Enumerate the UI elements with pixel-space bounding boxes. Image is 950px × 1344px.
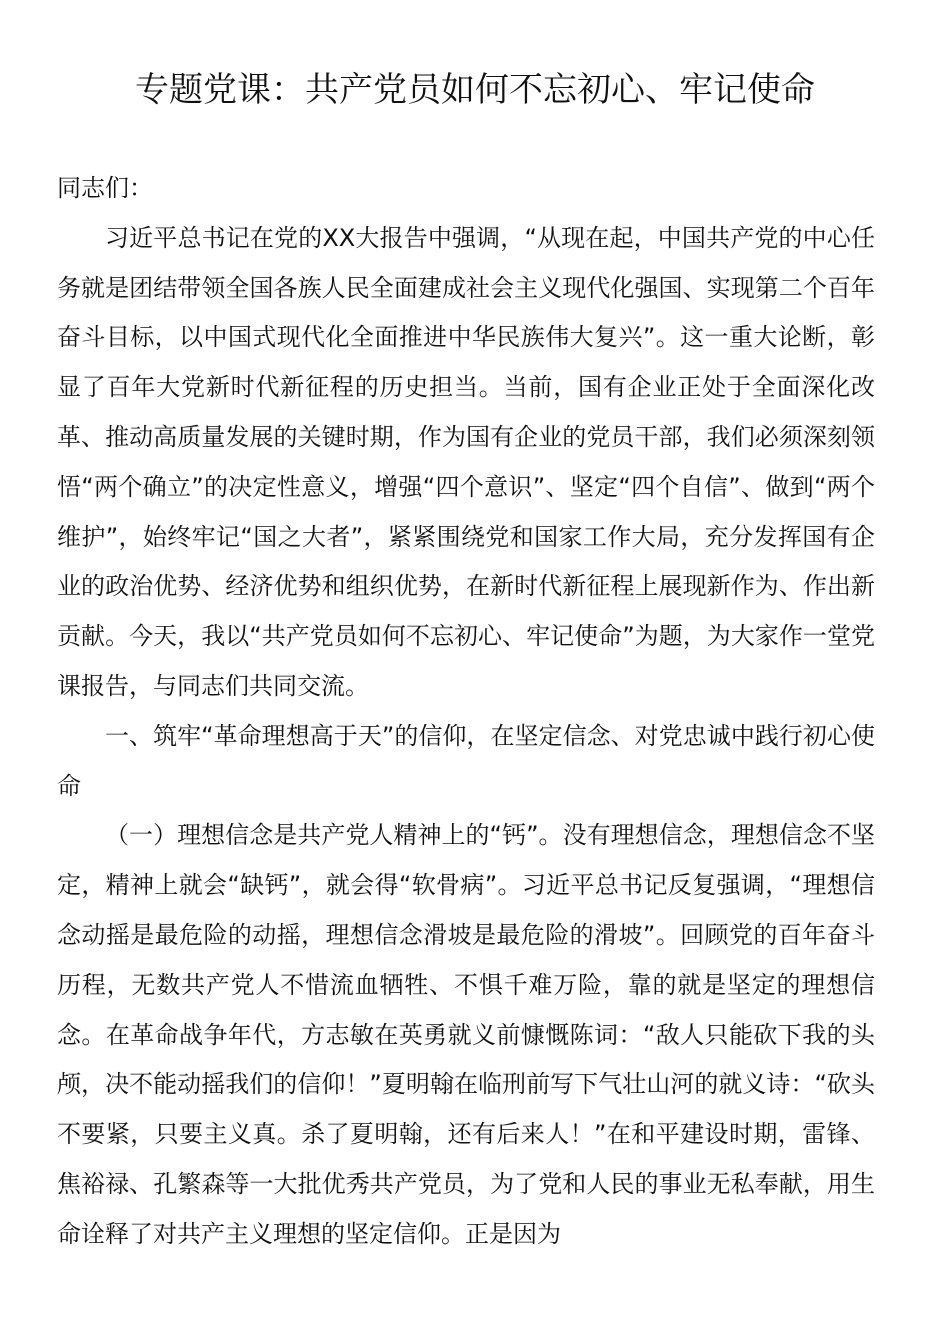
section-heading-1: 一、筑牢“革命理想高于天”的信仰，在坚定信念、对党忠诚中践行初心使命 (57, 721, 875, 800)
document-body (57, 164, 875, 1260)
paragraph-1-1: （一）理想信念是共产党人精神上的“钙”。没有理想信念，理想信念不坚定，精神上就会“缺钙”，就会得“软骨病”。习近平总书记反复强调，“理想信念动摇是最危险的动摇，理想信念滑坡是最危险的滑坡”。回顾党的百年奋斗历程，无数共产党人不惜流血牺牲、不惧千难万险，靠的就是坚定的理想信念。在革命战争年代，方志敏在英勇就义前慷慨陈词：“敌人只能砍下我的头颅，决不能动摇我们的信仰！”夏明翰在临刑前写下气壮山河的就义诗：“砍头不要紧，只要主义真。杀了夏明翰，还有后来人！”在和平建设时期，雷锋、焦裕禄、孔繁森等一大批优秀共产党员，为了党和人民的事业无私奉献，用生命诠释了对共产主义理想的坚定信仰。正是因为 (57, 821, 875, 1248)
salutation: 同志们： (57, 174, 153, 202)
paragraph-intro: 习近平总书记在党的XX大报告中强调，“从现在起，中国共产党的中心任务就是团结带领全国各族人民全面建成社会主义现代化强国、实现第二个百年奋斗目标，以中国式现代化全面推进中华民族伟大复兴”。这一重大论断，彰显了百年大党新时代新征程的历史担当。当前，国有企业正处于全面深化改革、推动高质量发展的关键时期，作为国有企业的党员干部，我们必须深刻领悟“两个确立”的决定性意义，增强“四个意识”、坚定“四个自信”、做到“两个维护”，始终牢记“国之大者”，紧紧围绕党和国家工作大局，充分发挥国有企业的政治优势、经济优势和组织优势，在新时代新征程上展现新作为、作出新贡献。今天，我以“共产党员如何不忘初心、牢记使命”为题，为大家作一堂党课报告，与同志们共同交流。 (57, 223, 875, 700)
document-title: 专题党课：共产党员如何不忘初心、牢记使命 (135, 70, 815, 110)
